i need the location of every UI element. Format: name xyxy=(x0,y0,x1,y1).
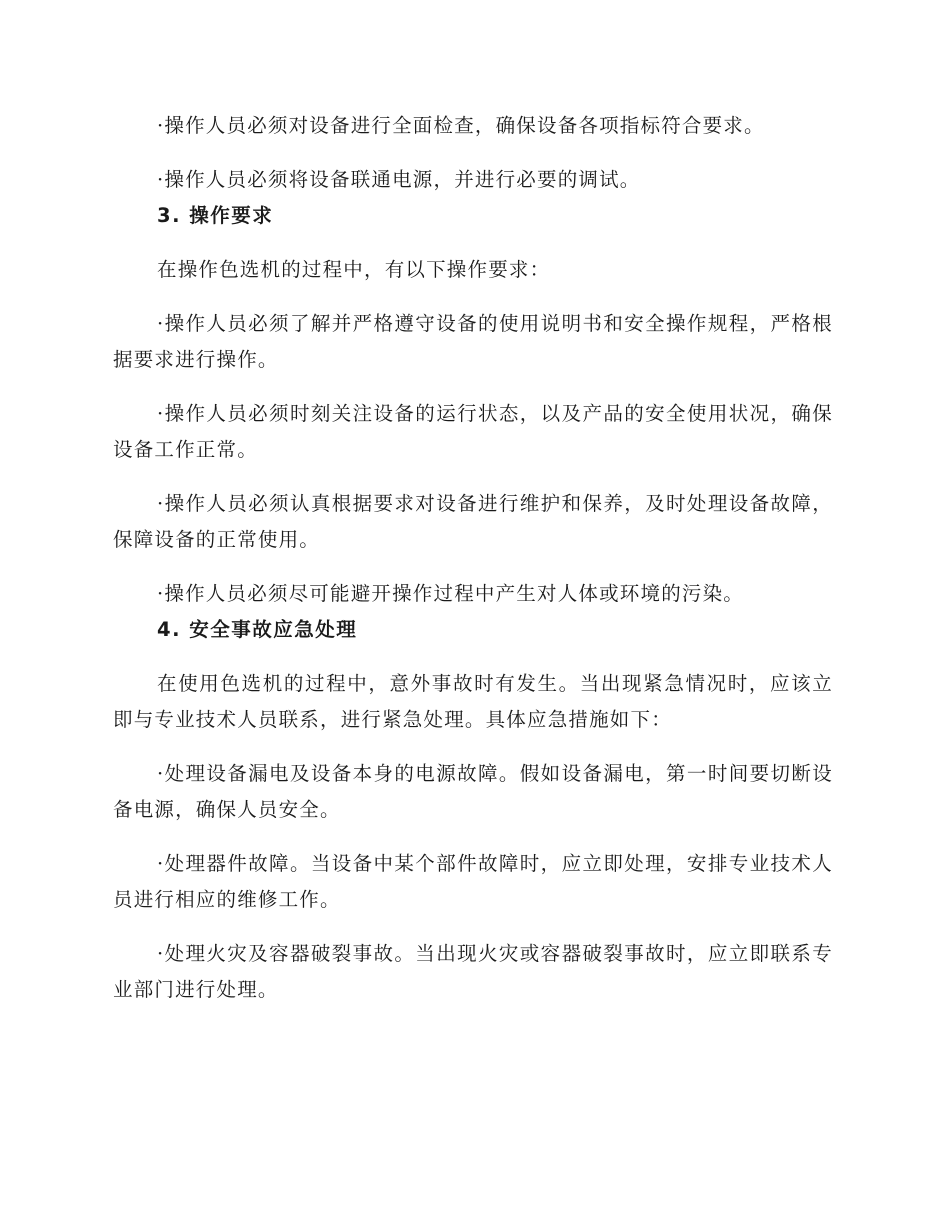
paragraph-11: ·处理火灾及容器破裂事故。当出现火灾或容器破裂事故时，应立即联系专业部门进行处理。 xyxy=(113,942,833,1001)
paragraph-4: ·操作人员必须了解并严格遵守设备的使用说明书和安全操作规程，严格根据要求进行操作。 xyxy=(113,312,833,371)
paragraph-7: ·操作人员必须尽可能避开操作过程中产生对人体或环境的污染。 xyxy=(157,582,744,605)
document-body xyxy=(113,108,833,1008)
section-heading-4: 4. 安全事故应急处理 xyxy=(157,618,358,641)
paragraph-9: ·处理设备漏电及设备本身的电源故障。假如设备漏电，第一时间要切断设备电源，确保人员安全。 xyxy=(113,762,833,821)
paragraph-2: ·操作人员必须将设备联通电源，并进行必要的调试。 xyxy=(157,168,641,191)
paragraph-3: 在操作色选机的过程中，有以下操作要求： xyxy=(157,258,551,281)
paragraph-1: ·操作人员必须对设备进行全面检查，确保设备各项指标符合要求。 xyxy=(157,114,765,137)
paragraph-8: 在使用色选机的过程中，意外事故时有发生。当出现紧急情况时，应该立即与专业技术人员联系，进行紧急处理。具体应急措施如下： xyxy=(113,672,833,731)
paragraph-5: ·操作人员必须时刻关注设备的运行状态，以及产品的安全使用状况，确保设备工作正常。 xyxy=(113,402,833,461)
section-heading-3: 3. 操作要求 xyxy=(157,204,274,227)
paragraph-10: ·处理器件故障。当设备中某个部件故障时，应立即处理，安排专业技术人员进行相应的维修工作。 xyxy=(113,852,833,911)
paragraph-6: ·操作人员必须认真根据要求对设备进行维护和保养，及时处理设备故障，保障设备的正常使用。 xyxy=(113,492,833,551)
